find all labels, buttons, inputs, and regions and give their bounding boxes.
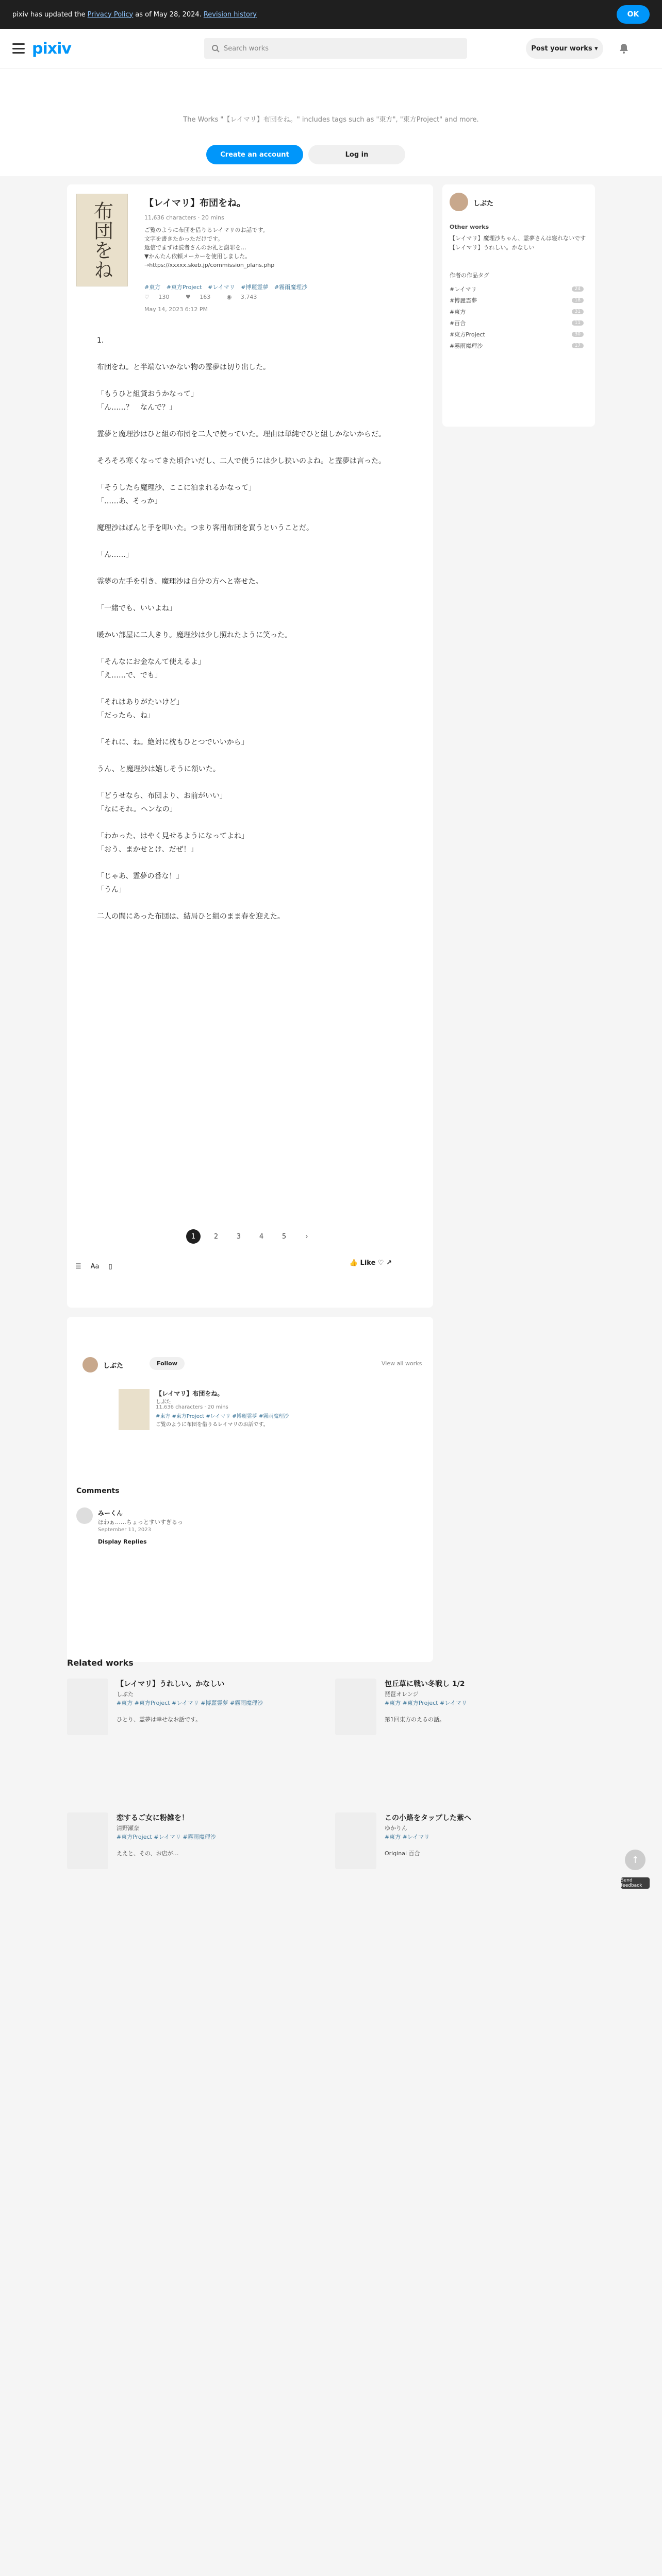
- tag[interactable]: #レイマリ: [208, 284, 235, 291]
- create-account-button[interactable]: Create an account: [206, 145, 303, 164]
- page-4[interactable]: 4: [259, 1232, 264, 1241]
- tag[interactable]: #霧雨魔理沙: [274, 284, 308, 291]
- author-sidebar: [442, 184, 595, 427]
- related-title: 【レイマリ】うれしい。かなしい: [117, 1680, 225, 1688]
- author-tag-count: 31: [572, 309, 584, 314]
- related-title: 恋するご女に粉雑を！: [117, 1814, 189, 1822]
- body-paragraph: 霊夢と魔理沙はひと組の布団を二人で使っていた。理由は単純でひと組しかないからだ。: [97, 430, 386, 438]
- search-input[interactable]: [204, 38, 467, 59]
- other-work-item[interactable]: 【レイマリ】魔理沙ちゃん、霊夢さんは寝れないです: [450, 235, 586, 242]
- related-desc: ええと、その、お店が…: [117, 1850, 179, 1857]
- author-tag-name: #東方: [450, 309, 466, 315]
- display-replies-button[interactable]: Display Replies: [98, 1538, 147, 1545]
- novel-body: [97, 334, 406, 937]
- page-3[interactable]: 3: [236, 1232, 241, 1241]
- related-card[interactable]: [67, 1812, 320, 1890]
- related-tags: #東方 #レイマリ: [385, 1834, 430, 1840]
- body-paragraph: 「わかった、はやく見せるようになってよね」 「おう、まかせとけ、だぜ！」: [97, 832, 249, 854]
- body-paragraph: 「そんなにお金なんて使えるよ」 「え……で、でも」: [97, 658, 205, 680]
- series-card[interactable]: [82, 1389, 433, 1451]
- body-paragraph: 「じゃあ、霊夢の番な！」 「うん」: [97, 872, 184, 894]
- views-value: 3,743: [240, 294, 257, 300]
- body-paragraph: 「どうせなら、布団より、お前がいい」 「なにそれ。ヘンなの」: [97, 792, 227, 814]
- author-tag-row[interactable]: [450, 306, 584, 317]
- author-tag-row[interactable]: [450, 295, 584, 306]
- series-item-desc: ご覧のように布団を借りるレイマリのお話です。: [156, 1422, 269, 1428]
- related-card[interactable]: [335, 1679, 588, 1756]
- series-item-meta: 11,636 characters · 20 mins: [156, 1404, 228, 1410]
- page-1[interactable]: 1: [186, 1229, 201, 1244]
- author-tag-list: [450, 283, 584, 351]
- pagination: [67, 1229, 433, 1244]
- eye-icon: ◉: [226, 294, 232, 300]
- bookmarks-count: [186, 294, 218, 300]
- avatar[interactable]: [450, 193, 468, 211]
- body-paragraph: そろそろ寒くなってきた頃合いだし、二人で使うには少し狭いのよね。と霊夢は言った。: [97, 457, 386, 465]
- related-card[interactable]: [335, 1812, 588, 1890]
- related-desc: Original 百合: [385, 1850, 420, 1857]
- banner-mid: as of May 28, 2024.: [135, 10, 202, 19]
- novel-meta: 11,636 characters · 20 mins: [144, 214, 224, 221]
- author-tag-row[interactable]: [450, 329, 584, 340]
- like-label: Like: [360, 1259, 376, 1267]
- follow-button[interactable]: Follow: [150, 1357, 185, 1370]
- body-paragraph: 布団をね。と半端ないかない物の霊夢は切り出した。: [97, 363, 270, 371]
- likes-value: 130: [158, 294, 170, 300]
- author-tag-count: 30: [572, 332, 584, 337]
- related-card[interactable]: [67, 1679, 320, 1756]
- series-item-user: しぶた: [156, 1399, 171, 1405]
- related-thumbnail: [335, 1679, 376, 1735]
- feedback-button[interactable]: Send feedback: [621, 1877, 650, 1889]
- search-placeholder: Search works: [224, 44, 269, 53]
- related-tags: #東方Project #レイマリ #霧雨魔理沙: [117, 1834, 216, 1840]
- author-tag-name: #霧雨魔理沙: [450, 343, 483, 349]
- series-item-title: 【レイマリ】布団をね。: [156, 1390, 224, 1397]
- author-tag-count: 11: [572, 320, 584, 326]
- novel-tags: [144, 283, 412, 292]
- author-tag-name: #レイマリ: [450, 286, 477, 293]
- author-tag-name: #東方Project: [450, 331, 485, 338]
- body-paragraph: 1.: [97, 336, 104, 345]
- related-title: 包丘草に戦い冬戦し 1/2: [385, 1680, 465, 1688]
- novel-cover[interactable]: [76, 194, 128, 286]
- landing-section: [0, 68, 662, 176]
- like-button[interactable]: 👍 Like ♡ ↗: [349, 1259, 392, 1267]
- comments-heading: Comments: [76, 1487, 120, 1495]
- bookmark-outline-icon[interactable]: ▯: [108, 1262, 112, 1270]
- body-paragraph: 「それに、ね。絶対に枕もひとつでいいから」: [97, 738, 249, 747]
- series-cover: [119, 1389, 150, 1430]
- novel-stats: [144, 294, 271, 300]
- view-all-link[interactable]: View all works: [382, 1360, 422, 1367]
- landing-text: The Works "【レイマリ】布団をね。" includes tags such as "東方", "東方Project" and more.: [183, 116, 479, 124]
- author-tag-count: 17: [572, 343, 584, 348]
- scroll-top-button[interactable]: ↑: [625, 1850, 646, 1870]
- series-panel: [67, 1317, 433, 1662]
- author-tag-row[interactable]: [450, 317, 584, 329]
- banner-ok-button[interactable]: OK: [617, 5, 650, 24]
- body-paragraph: 「それはありがたいけど」 「だったら、ね」: [97, 698, 184, 720]
- body-paragraph: 暖かい部屋に二人きり。魔理沙は少し照れたように笑った。: [97, 631, 292, 639]
- related-desc: 第1回東方のえるの話。: [385, 1716, 445, 1723]
- body-paragraph: 「そうしたら魔理沙、ここに泊まれるかなって」 「……あ、そっか」: [97, 484, 256, 505]
- author-name[interactable]: しぶた: [473, 200, 494, 208]
- menu-icon[interactable]: [12, 43, 25, 54]
- author-tag-name: #博麗霊夢: [450, 297, 477, 304]
- body-paragraph: 「ん……」: [97, 551, 133, 559]
- related-desc: ひとり、霊夢は幸せなお話です。: [117, 1716, 202, 1723]
- next-page-icon[interactable]: ›: [305, 1232, 308, 1241]
- list-icon[interactable]: ☰: [75, 1262, 81, 1270]
- other-work-item[interactable]: 【レイマリ】うれしい。かなしい: [450, 244, 535, 251]
- heart-icon: ♡: [144, 294, 150, 300]
- body-paragraph: うん、と魔理沙は嬉しそうに頷いた。: [97, 765, 220, 773]
- author-tags-heading: 作者の作品タグ: [450, 272, 489, 279]
- related-heading: Related works: [67, 1658, 134, 1668]
- author-tag-count: 18: [572, 298, 584, 303]
- related-works: [67, 1658, 595, 1967]
- avatar[interactable]: [82, 1357, 98, 1372]
- bookmarks-value: 163: [200, 294, 211, 300]
- novel-date: May 14, 2023 6:12 PM: [144, 306, 208, 313]
- author-tag-count: 24: [572, 286, 584, 292]
- novel-title: 【レイマリ】布団をね。: [144, 198, 246, 209]
- tag[interactable]: #博麗霊夢: [241, 284, 269, 291]
- related-author[interactable]: 琵琶オレンジ: [385, 1691, 419, 1698]
- related-author[interactable]: ゆかりん: [385, 1825, 407, 1832]
- font-size-icon[interactable]: Aa: [90, 1262, 100, 1270]
- views-count: [227, 294, 264, 300]
- revision-history-link[interactable]: Revision history: [203, 10, 257, 19]
- comment-user[interactable]: みーくん: [98, 1510, 123, 1517]
- banner-pre: pixiv has updated the: [12, 10, 86, 19]
- post-works-label: Post your works: [531, 44, 592, 53]
- related-tags: #東方 #東方Project #レイマリ #博麗霊夢 #霧雨魔理沙: [117, 1700, 263, 1706]
- cover-text: 布団をね: [90, 201, 113, 279]
- body-paragraph: 魔理沙はぽんと手を叩いた。つまり客用布団を買うということだ。: [97, 524, 313, 532]
- avatar[interactable]: [76, 1507, 93, 1524]
- thumbs-up-icon: 👍: [349, 1259, 358, 1267]
- related-thumbnail: [335, 1812, 376, 1869]
- privacy-policy-link[interactable]: Privacy Policy: [87, 10, 134, 19]
- comment-date: September 11, 2023: [98, 1527, 151, 1533]
- login-button[interactable]: Log in: [308, 145, 405, 164]
- post-works-button[interactable]: Post your works ▾: [526, 38, 603, 59]
- body-paragraph: 二人の間にあった布団は、結局ひと組のまま春を迎えた。: [97, 912, 285, 921]
- series-user[interactable]: しぶた: [103, 1362, 124, 1370]
- search-icon: [211, 44, 220, 53]
- tag[interactable]: #東方: [144, 284, 161, 291]
- author-tag-name: #百合: [450, 320, 466, 327]
- author-tag-row[interactable]: [450, 283, 584, 295]
- body-paragraph: 「もうひと組貸おうかなって」 「ん……？ なんで？」: [97, 390, 198, 412]
- body-paragraph: 霊夢の左手を引き、魔理沙は自分の方へと寄せた。: [97, 578, 263, 586]
- likes-count: [144, 294, 176, 300]
- author-tag-row[interactable]: [450, 340, 584, 351]
- series-item-tags: #東方 #東方Project #レイマリ #博麗霊夢 #霧雨魔理沙: [156, 1414, 289, 1419]
- related-tags: #東方 #東方Project #レイマリ: [385, 1700, 467, 1706]
- related-thumbnail: [67, 1679, 108, 1735]
- other-works-heading: Other works: [450, 224, 489, 230]
- tag[interactable]: #東方Project: [166, 284, 202, 291]
- body-paragraph: 「一緒でも、いいよね」: [97, 604, 176, 613]
- page-5[interactable]: 5: [282, 1232, 287, 1241]
- related-author[interactable]: しぶた: [117, 1691, 134, 1698]
- novel-panel: [67, 184, 433, 1308]
- pixiv-logo[interactable]: pixiv: [32, 39, 71, 58]
- related-thumbnail: [67, 1812, 108, 1869]
- comment-text: ほわぁ……ちょっとすいすぎるっ: [98, 1519, 183, 1526]
- related-title: この小路をタップした紫へ: [385, 1814, 471, 1822]
- novel-description: ご覧のように布団を借りるレイマリのお話です。 文字を書きたかっただけです。 返信でまずは読者さんのお礼と謝罪を… ▼かんたん依頼メーカーを使用しました。 →https://xxxxx.skeb.jp/commission_plans.php: [144, 227, 275, 268]
- privacy-banner: [0, 0, 662, 29]
- bell-icon[interactable]: [618, 42, 630, 55]
- bookmark-icon: ♥: [185, 294, 191, 300]
- related-author[interactable]: 清野瀬奈: [117, 1825, 139, 1832]
- page-2[interactable]: 2: [213, 1232, 219, 1241]
